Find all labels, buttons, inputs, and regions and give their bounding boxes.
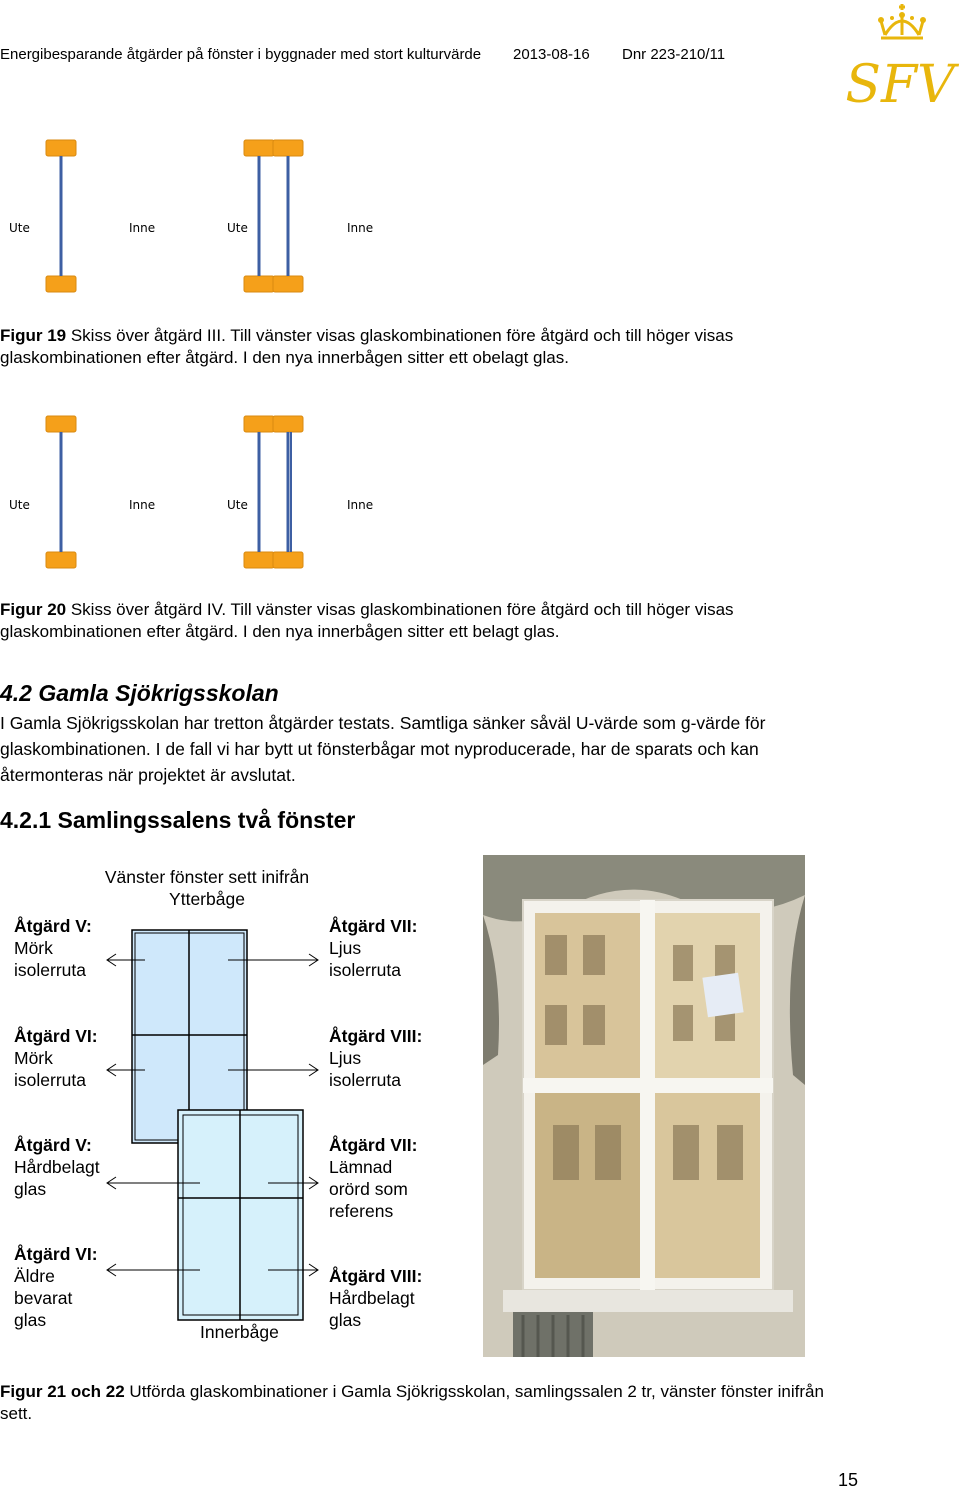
section-paragraph: I Gamla Sjökrigsskolan har tretton åtgärder testats. Samtliga sänker såväl U-värde som g-värde för glaskombinationen. I de fall vi har bytt ut fönsterbågar mot nyproducerade, har de sparats och kan återmonteras när projektet är avslutat. [0, 713, 766, 785]
annotation-left-2: Åtgärd VI: Mörk isolerruta [14, 1026, 98, 1090]
annotation-right-3: Åtgärd VII: Lämnad orörd som referens [329, 1135, 418, 1221]
document-date: 2013-08-16 [513, 46, 590, 63]
figure-20-caption: Figur 20 Skiss över åtgärd IV. Till vänster visas glaskombinationen före åtgärd och till höger visas glaskombinationen efter åtgärd. I den nya innerbågen sitter ett belagt glas. [0, 600, 734, 641]
fig19-label-ute-1: Ute [9, 221, 30, 235]
window-photo [483, 855, 805, 1357]
fig20-label-inne-1: Inne [129, 498, 156, 512]
fig19-right-frame [244, 140, 303, 292]
fig20-label-inne-2: Inne [347, 498, 374, 512]
fig19-label-ute-2: Ute [227, 221, 248, 235]
annotation-left-1: Åtgärd V: Mörk isolerruta [14, 916, 92, 980]
fig20-label-ute-1: Ute [9, 498, 30, 512]
subsection-heading: 4.2.1 Samlingssalens två fönster [0, 807, 356, 833]
page-number: 15 [838, 1470, 859, 1490]
figure-20-diagram [0, 408, 440, 578]
annotation-left-3: Åtgärd V: Hårdbelagt glas [14, 1135, 100, 1199]
annotation-right-4: Åtgärd VIII: Hårdbelagt glas [329, 1266, 423, 1330]
inner-sash-label: Innerbåge [200, 1322, 279, 1342]
fig19-label-inne-2: Inne [347, 221, 374, 235]
figure-19-caption: Figur 19 Skiss över åtgärd III. Till vänster visas glaskombinationen före åtgärd och till höger visas glaskombinationen efter åtgärd. I den nya innerbågen sitter ett obelagt glas. [0, 326, 734, 367]
fig20-right-frame [244, 416, 303, 568]
diagram-title: Vänster fönster sett inifrån Ytterbåge [104, 867, 310, 909]
annotation-right-1: Åtgärd VII: Ljus isolerruta [329, 916, 418, 980]
fig19-label-inne-1: Inne [129, 221, 156, 235]
annotation-left-4: Åtgärd VI: Äldre bevarat glas [14, 1244, 98, 1330]
fig20-label-ute-2: Ute [227, 498, 248, 512]
figure-19-diagram [0, 130, 440, 310]
document-dnr: Dnr 223-210/11 [622, 46, 726, 63]
annotation-right-2: Åtgärd VIII: Ljus isolerruta [329, 1026, 423, 1090]
fig19-left-frame [46, 140, 76, 292]
sfv-logo-text: SFV [845, 55, 955, 115]
inner-sash [178, 1110, 303, 1320]
section-heading: 4.2 Gamla Sjökrigsskolan [0, 680, 279, 706]
sfv-logo [840, 0, 960, 120]
document-title: Energibesparande åtgärder på fönster i byggnader med stort kulturvärde [0, 46, 482, 63]
figure-21-caption: Figur 21 och 22 Utförda glaskombinationer i Gamla Sjökrigsskolan, samlingssalen 2 tr, vänster fönster inifrån sett. [0, 1382, 824, 1423]
fig20-left-frame [46, 416, 76, 568]
